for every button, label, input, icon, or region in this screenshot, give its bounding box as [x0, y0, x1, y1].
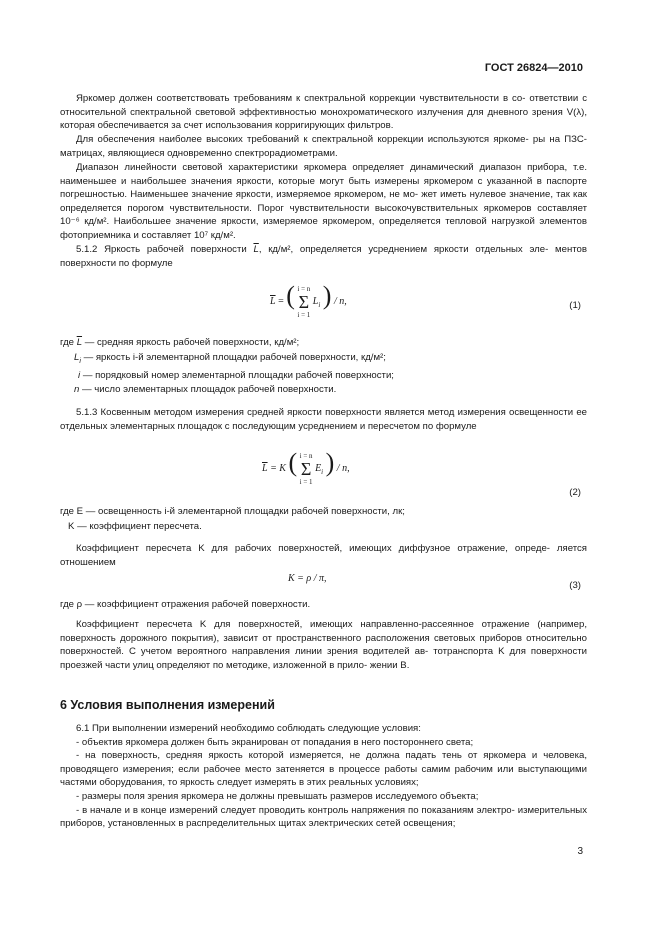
section-6-heading: 6 Условия выполнения измерений: [60, 698, 275, 712]
sigma-icon: Σ: [300, 458, 312, 479]
paragraph-k-diffuse: Коэффициент пересчета K для рабочих поверхностей, имеющих диффузное отражение, опреде- ляется отношением: [60, 543, 587, 568]
definition-L-bar: — средняя яркость рабочей поверхности, кд/м²;: [84, 337, 300, 348]
formula-1-close-paren: ): [322, 281, 332, 310]
formula-2-tail: / n,: [336, 463, 350, 474]
paragraph-linearity: Диапазон линейности световой характеристики яркомера определяет динамический диапазон прибора, т.е. наименьшее и наибольшее значения яркости, которые могут быть измерены яркомером с указанной в паспорте погрешностью. Наименьшее значение яркости, измеряемое яркомером, не мо- жет иметь нулевое значение, так как определяется порогом чувствительности. Порог чувствительности высокочувствительных яркомеров составляет 10⁻⁶ кд/м². Наибольшее значение яркости, измеряемое яркомером, определяется тепловой нагрузкой элементов фотоприемника и составляет 10⁷ кд/м².: [60, 162, 587, 241]
formula-2-close-paren: ): [325, 448, 335, 477]
definitions-1: [60, 336, 394, 398]
paragraph-5-1-2-b: кд/м², определяется усреднением яркости отдельных эле- ментов поверхности по формуле: [60, 244, 587, 269]
formula-2: [262, 450, 350, 486]
paragraph-5-1-2: 5.1.2 Яркость рабочей поверхности $\overline{L}$, кд/м², определяется усреднением яркости отдельных эле- ментов поверхности по формуле: [60, 244, 587, 269]
mean-luminance-symbol: $\overline{L}$: [253, 244, 259, 255]
formula-2-k: = K: [270, 463, 286, 474]
formula-1-sum-upper: i = n: [297, 284, 311, 293]
formula-2-term: E: [315, 463, 322, 474]
def-symbol-n: n: [74, 384, 80, 396]
paragraph-5-1-3: 5.1.3 Косвенным методом измерения средней яркости поверхности является метод измерения освещенности ее отдельных элементарных площадок с последующим усреднением и пересчетом по формуле: [60, 407, 587, 432]
definition-Ei: где E — освещенность i-й элементарной площадки рабочей поверхности, лк;: [60, 506, 405, 517]
formula-1: $\overline{L}$ = ( i = n Σ i = 1 $L_i$ ) / n,: [270, 281, 347, 319]
formula-2-open-paren: (: [288, 448, 298, 477]
def-symbol-Li-sub: i: [79, 357, 81, 365]
clause-6-1: 6.1 При выполнении измерений необходимо соблюдать следующие условия:: [76, 723, 421, 734]
formula-1-sum: [297, 285, 310, 319]
definition-Li: — яркость i-й элементарной площадки рабочей поверхности, кд/м²;: [83, 351, 386, 363]
document-id: ГОСТ 26824—2010: [484, 62, 583, 74]
def-symbol-Li: L: [74, 351, 80, 363]
definitions-3: [60, 598, 310, 613]
def-symbol-L-bar: $\overline{L}$: [76, 337, 83, 348]
definitions-2: [60, 505, 405, 534]
paragraph-5-1-2-a: 5.1.2 Яркость рабочей поверхности: [76, 244, 247, 255]
where-label: где: [60, 337, 75, 348]
condition-item: - размеры поля зрения яркомера не должны превышать размеров исследуемого объекта;: [76, 790, 479, 802]
definition-K: K — коэффициент пересчета.: [68, 520, 202, 532]
paragraph-spectral: Яркомер должен соответствовать требованиям к спектральной коррекции чувствительности в со- ответствии с относительной спектральной световой эффективностью монохроматического излучения для дневного зрения V(λ), которая обеспечивается за счет использования корригирующих фильтров.: [60, 93, 587, 132]
formula-1-open-paren: (: [286, 281, 295, 310]
page-number: 3: [577, 846, 583, 857]
formula-1-tail: / n,: [333, 296, 347, 307]
formula-1-term: L: [312, 296, 319, 307]
condition-item: - объектив яркомера должен быть экранирован от попадания в него постороннего света;: [76, 736, 474, 748]
formula-1-sum-lower: i = 1: [297, 310, 311, 319]
formula-2-sum-upper: i = n: [299, 451, 313, 460]
paragraph-k-directional: Коэффициент пересчета K для поверхностей, имеющих направленно-рассеянное отражение (например, поверхность дорожного покрытия), зависит от пространственного расположения световых приборов относительно поверхностей. С учетом вероятного направления линии зрения водителей ав- тотранспорта K для поверхности проезжей части улиц определяют по методике, изложенной в прило- жении В.: [60, 619, 587, 671]
condition-item: - в начале и в конце измерений следует проводить контроль напряжения по показаниям электро- измерительных приборов, установленных в распределительных щитах электрических сетей освещения;: [60, 804, 587, 830]
formula-2-lhs: $\overline{L}$: [262, 463, 268, 474]
formula-1-sub: i: [318, 301, 321, 309]
def-symbol-i: i: [78, 369, 81, 381]
formula-2-sub: i: [321, 468, 324, 476]
formula-2-number: (2): [569, 487, 581, 498]
definition-rho: где ρ — коэффициент отражения рабочей поверхности.: [60, 599, 311, 610]
sigma-icon: Σ: [298, 291, 310, 312]
definition-i: — порядковый номер элементарной площадки рабочей поверхности;: [82, 369, 394, 381]
formula-1-lhs: $\overline{L}$: [270, 296, 276, 307]
formula-3-number: (3): [569, 580, 581, 591]
formula-2-sum: [300, 452, 313, 486]
formula-3: K = ρ / π,: [288, 573, 327, 584]
formula-1-number: (1): [569, 300, 581, 311]
definition-n: — число элементарных площадок рабочей поверхности.: [82, 384, 337, 396]
section-6-body: [60, 722, 587, 831]
paragraph-ccd: Для обеспечения наиболее высоких требований к спектральной коррекции используются яркоме- ры на ПЗС-матрицах, являющиеся одновременно спектрорадиометрами.: [60, 134, 587, 159]
condition-item: - на поверхность, средняя яркость которой измеряется, не должна падать тень от яркомера и человека, проводящего измерения; если рабочее место затеняется в процессе работы самим рабочим или выступающими частями оборудования, то яркость следует измерять в этих реальных условиях;: [60, 750, 587, 789]
formula-2-sum-lower: i = 1: [299, 477, 313, 486]
